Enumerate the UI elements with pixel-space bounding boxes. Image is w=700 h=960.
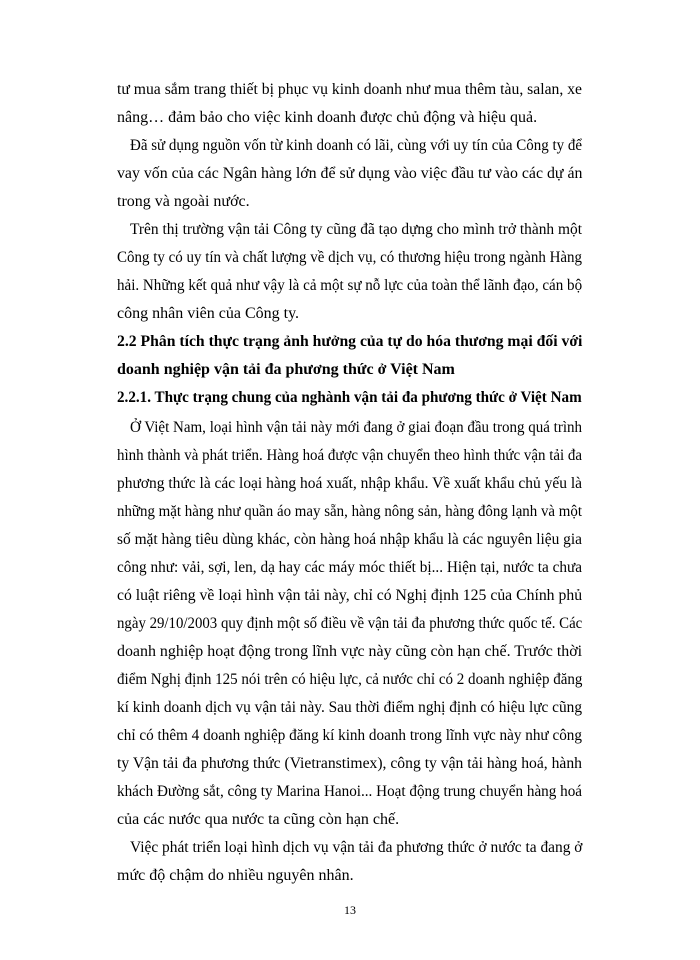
text-line: ngày 29/10/2003 quy định một số điều về vận tải đa phương thức quốc tế. Các	[117, 615, 583, 632]
text-line: vay vốn của các Ngân hàng lớn để sử dụng vào việc đầu tư vào các dự án	[117, 165, 583, 182]
text-line: phương thức là các loại hàng hoá xuất, nhập khẩu. Về xuất khẩu chủ yếu là	[117, 475, 582, 492]
text-line: doanh nghiệp hoạt động trong lĩnh vực này cũng còn hạn chế. Trước thời	[117, 643, 583, 660]
text-line: trong và ngoài nước.	[117, 193, 250, 210]
text-line: công nhân viên của Công ty.	[117, 305, 300, 322]
section-heading: doanh nghiệp vận tải đa phương thức ở Việt Nam	[117, 361, 455, 378]
text-line: công như: vải, sợi, len, dạ hay các máy móc thiết bị... Hiện tại, nước ta chưa	[117, 559, 582, 576]
text-line: những mặt hàng như quần áo may sẵn, hàng nông sản, hàng đông lạnh và một	[117, 503, 582, 520]
text-line: Công ty có uy tín và chất lượng về dịch vụ, có thương hiệu trong ngành Hàng	[117, 249, 582, 266]
text-line: Đã sử dụng nguồn vốn từ kinh doanh có lãi, cùng với uy tín của Công ty để	[130, 137, 582, 154]
text-line: chỉ có thêm 4 doanh nghiệp đăng kí kinh doanh trong lĩnh vực này như công	[117, 727, 582, 744]
text-line: Việc phát triển loại hình dịch vụ vận tải đa phương thức ở nước ta đang ở	[130, 839, 583, 856]
text-line: ty Vận tải đa phương thức (Vietranstimex), công ty vận tải hàng hoá, hành	[117, 755, 582, 772]
text-line: nâng… đảm bảo cho việc kinh doanh được chủ động và hiệu quả.	[117, 109, 538, 126]
text-line: hình thành và phát triển. Hàng hoá được vận chuyển theo hình thức vận tải đa	[117, 447, 582, 464]
section-heading: 2.2 Phân tích thực trạng ảnh hưởng của tự do hóa thương mại đối với	[117, 333, 583, 350]
text-line: số mặt hàng tiêu dùng khác, còn hàng hoá nhập khẩu là các nguyên liệu gia	[117, 531, 582, 548]
text-line: kí kinh doanh dịch vụ vận tải này. Sau thời điểm nghị định có hiệu lực cũng	[117, 699, 582, 716]
text-line: có luật riêng về loại hình vận tải này, chỉ có Nghị định 125 của Chính phủ	[117, 587, 583, 604]
text-line: hải. Những kết quả như vậy là cả một sự nỗ lực của toàn thể lãnh đạo, cán bộ	[117, 277, 583, 294]
page-number: 13	[344, 903, 356, 917]
text-line: mức độ chậm do nhiều nguyên nhân.	[117, 867, 354, 884]
text-line: khách Đường sắt, công ty Marina Hanoi... Hoạt động trung chuyển hàng hoá	[117, 783, 582, 800]
text-line: Ở Việt Nam, loại hình vận tải này mới đang ở giai đoạn đầu trong quá trình	[130, 419, 582, 436]
text-line: Trên thị trường vận tải Công ty cũng đã tạo dựng cho mình trở thành một	[130, 221, 582, 238]
subsection-heading: 2.2.1. Thực trạng chung của nghành vận tải đa phương thức ở Việt Nam	[117, 389, 582, 406]
text-line: của các nước qua nước ta cũng còn hạn chế.	[117, 811, 400, 828]
text-line: tư mua sắm trang thiết bị phục vụ kinh doanh như mua thêm tàu, salan, xe	[117, 81, 582, 98]
text-line: điểm Nghị định 125 nói trên có hiệu lực, cả nước chỉ có 2 doanh nghiệp đăng	[117, 671, 583, 688]
